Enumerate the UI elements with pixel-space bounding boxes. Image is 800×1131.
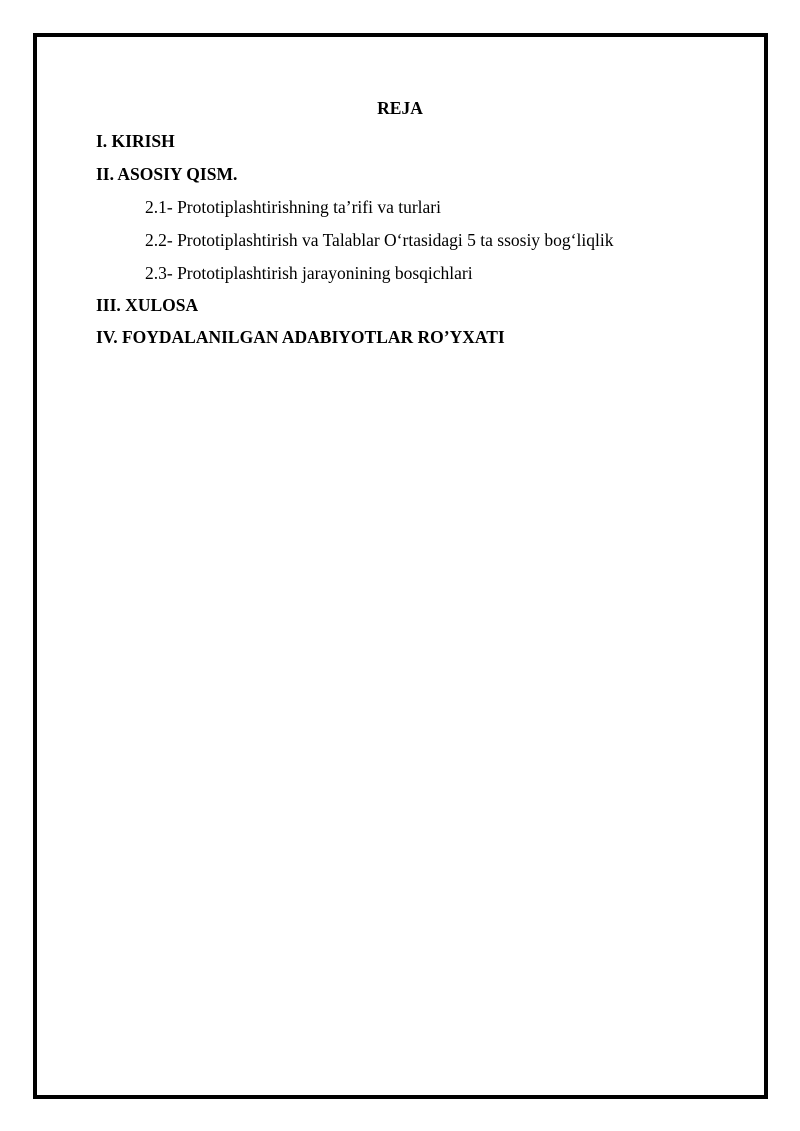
subsection-2-1: 2.1- Prototiplashtirishning ta’rifi va turlari xyxy=(145,197,441,217)
page-title: REJA xyxy=(377,98,423,118)
section-conclusion: III. XULOSA xyxy=(96,295,199,315)
section-references: IV. FOYDALANILGAN ADABIYOTLAR RO’YXATI xyxy=(96,327,505,347)
subsection-2-3: 2.3- Prototiplashtirish jarayonining bosqichlari xyxy=(145,263,473,283)
section-intro: I. KIRISH xyxy=(96,131,175,151)
page-border xyxy=(33,33,768,1099)
section-main: II. ASOSIY QISM. xyxy=(96,164,238,184)
subsection-2-2: 2.2- Prototiplashtirish va Talablar O‘rtasidagi 5 ta ssosiy bog‘liqlik xyxy=(145,230,614,250)
